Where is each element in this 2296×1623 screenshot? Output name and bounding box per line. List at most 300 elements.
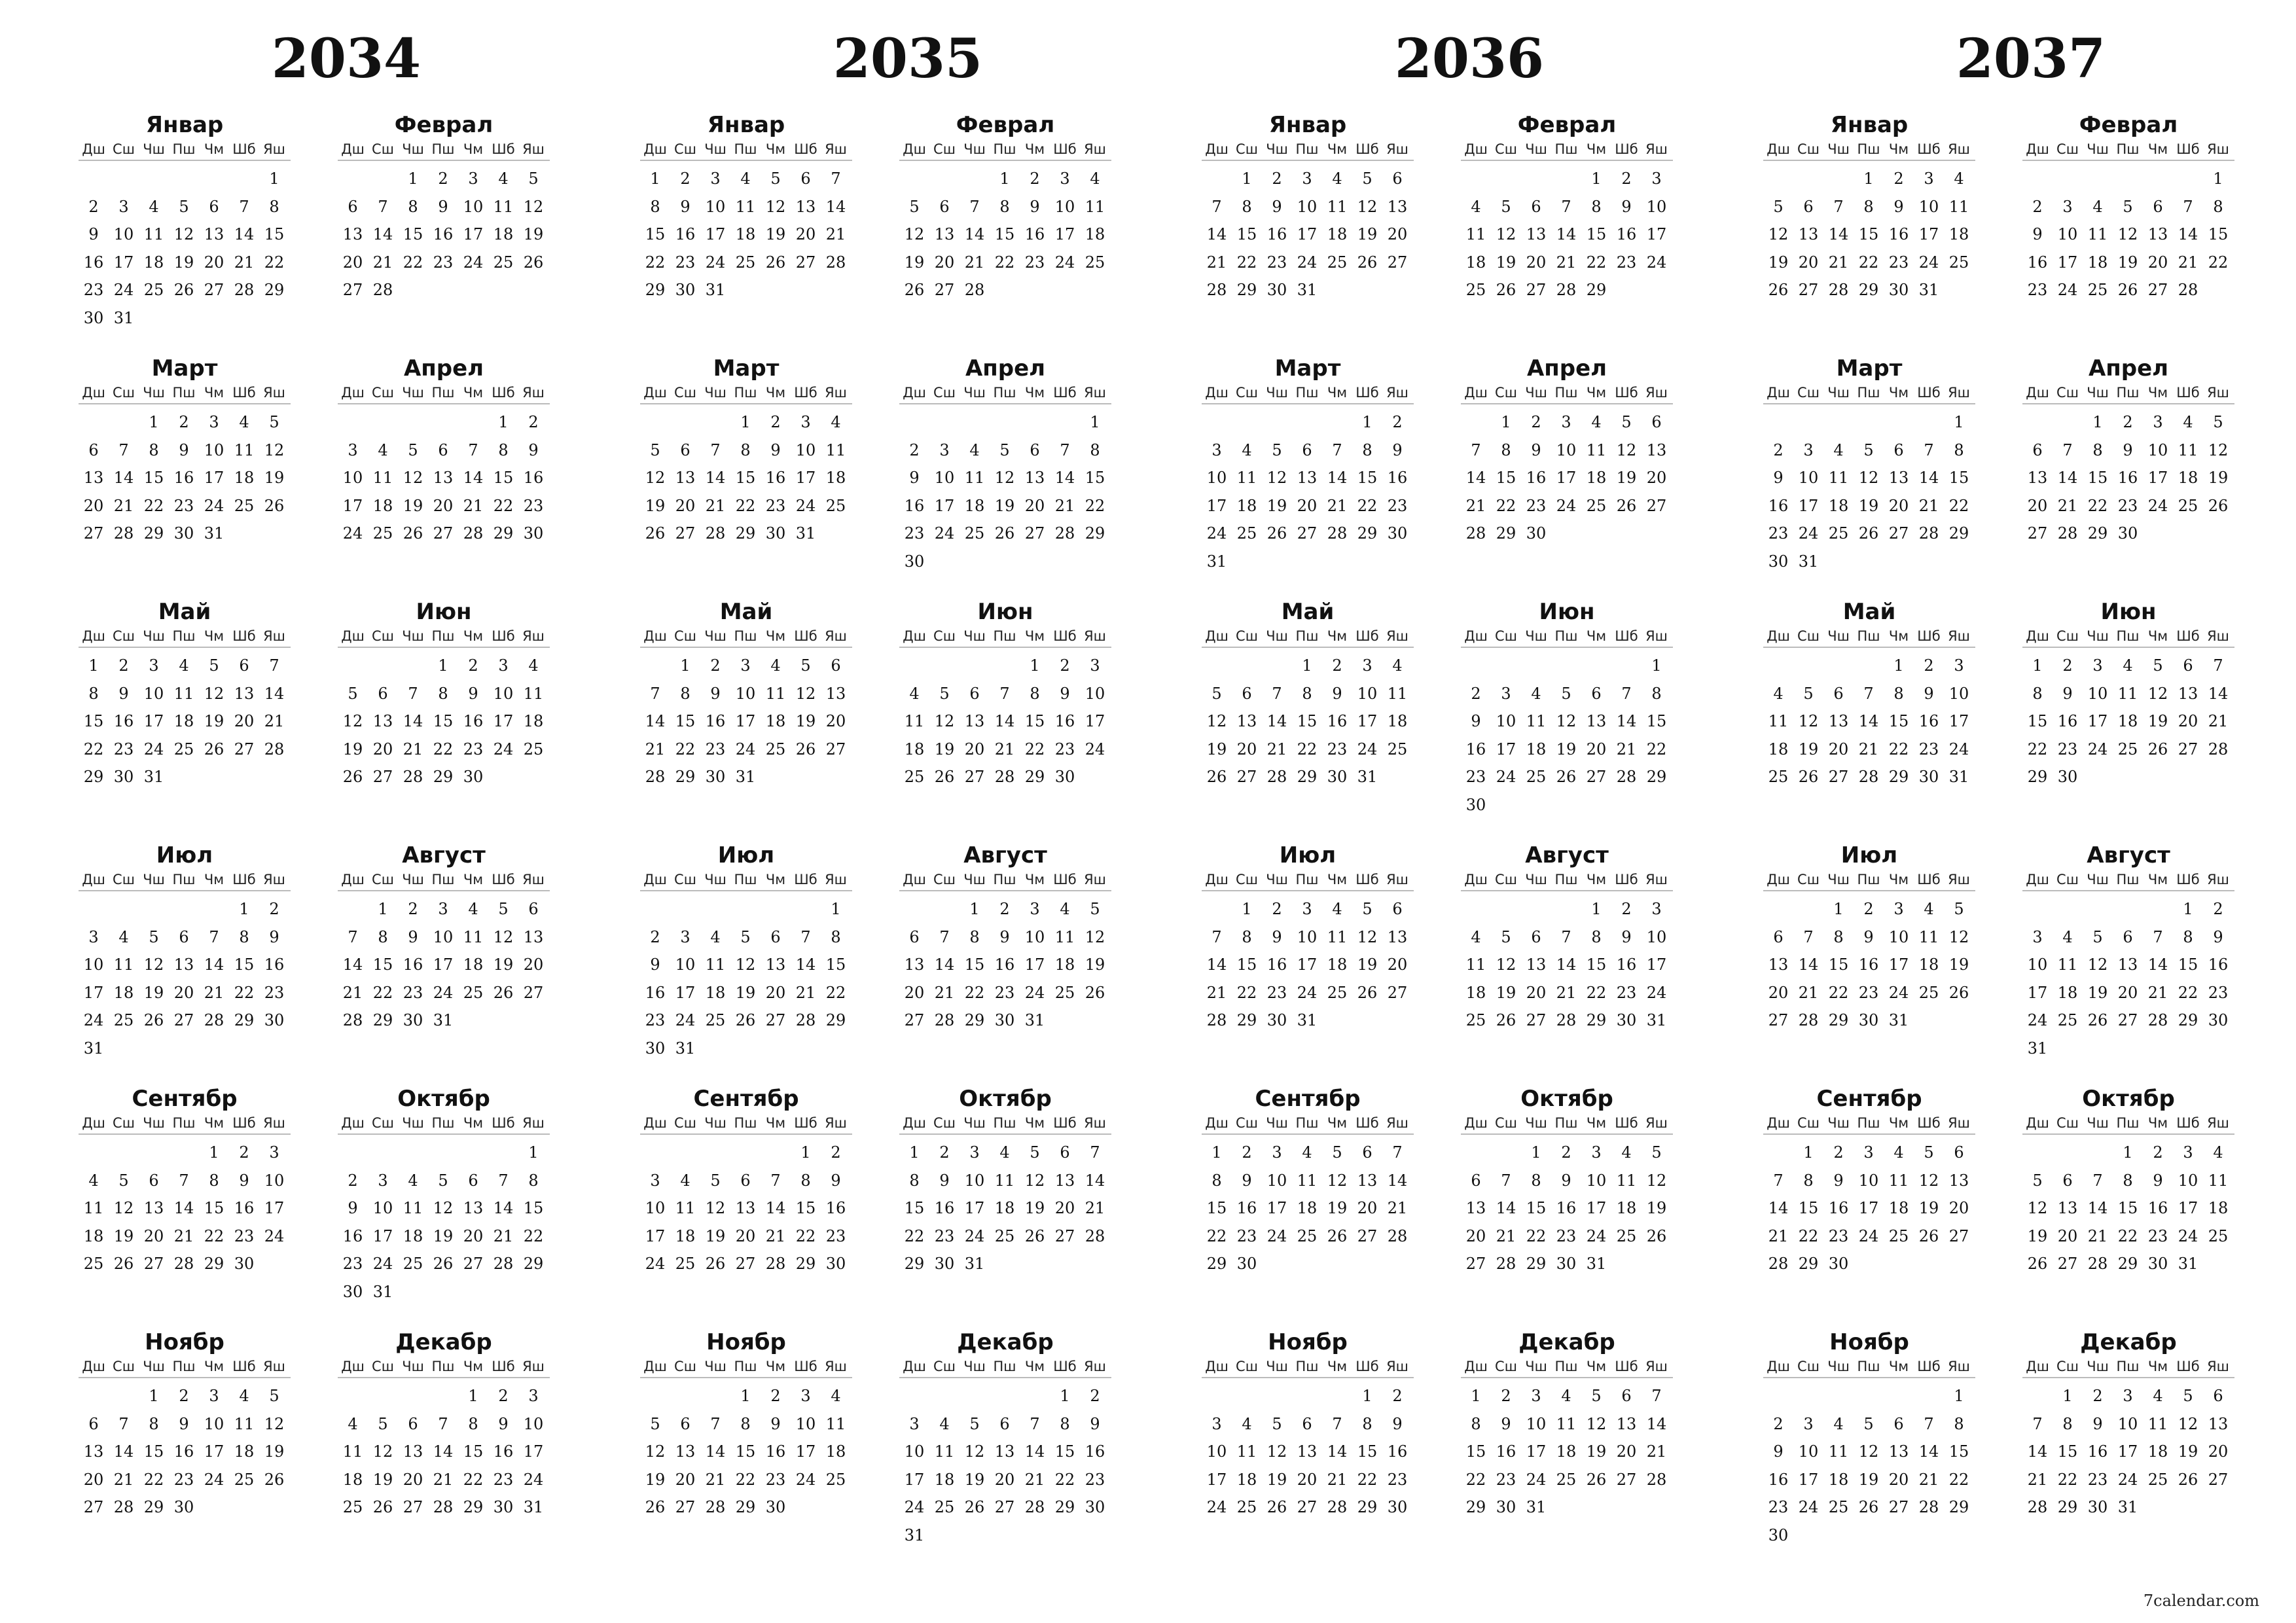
day-cell: 12: [342, 712, 363, 730]
day-cell: 13: [675, 1442, 696, 1461]
empty-cell: [1823, 408, 1854, 437]
weekday-label: Шб: [1917, 628, 1941, 644]
day-cell: 16: [2147, 1199, 2168, 1217]
day-cell: 23: [2057, 740, 2078, 758]
day-cell: 24: [675, 1011, 696, 1029]
day-cell: 19: [264, 1442, 285, 1461]
day-cell: 2: [528, 413, 539, 431]
day-cell: 8: [438, 684, 448, 703]
day-cell: 12: [2178, 1414, 2198, 1433]
day-cell: 10: [433, 927, 454, 946]
day-cell: 27: [1387, 983, 1408, 1002]
empty-cell: [1262, 1382, 1292, 1410]
weekday-label: Чм: [463, 628, 484, 644]
month-calendar: [899, 111, 1111, 304]
day-cell: 22: [1828, 983, 1849, 1002]
day-cell: 19: [493, 955, 514, 974]
weekday-label: Дш: [1767, 1115, 1790, 1131]
weekday-label: Сш: [372, 141, 394, 157]
day-cell: 23: [2027, 281, 2048, 299]
empty-cell: [1292, 408, 1322, 437]
weekday-label: Яш: [522, 1359, 545, 1374]
day-cell: 16: [1387, 469, 1408, 487]
empty-cell: [670, 1139, 700, 1167]
empty-cell: [2053, 165, 2083, 193]
day-cell: 12: [1357, 197, 1378, 216]
weekday-label: Сш: [674, 141, 696, 157]
empty-cell: [1763, 1382, 1793, 1410]
days-grid: [79, 1135, 291, 1278]
day-cell: 2: [348, 1171, 358, 1190]
weekday-label: Чш: [963, 1115, 986, 1131]
day-cell: 10: [1206, 469, 1227, 487]
day-cell: 19: [2208, 469, 2229, 487]
day-cell: 11: [1465, 225, 1486, 243]
day-cell: 6: [1471, 1171, 1481, 1190]
day-cell: 12: [2087, 955, 2108, 974]
weekday-label: Чм: [765, 385, 786, 401]
day-cell: 19: [2147, 712, 2168, 730]
day-cell: 19: [1266, 496, 1287, 515]
weekday-label: Дш: [903, 1115, 926, 1131]
weekday-label: Дш: [643, 141, 667, 157]
weekday-label: Шб: [794, 1359, 817, 1374]
weekday-label: Чш: [1525, 628, 1547, 644]
day-cell: 24: [1206, 524, 1227, 543]
day-cell: 17: [2117, 1442, 2138, 1461]
weekday-label: Чм: [204, 1359, 224, 1374]
day-cell: 29: [83, 768, 104, 786]
day-cell: 10: [1357, 684, 1378, 703]
weekday-label: Пш: [1857, 1359, 1880, 1374]
day-cell: 17: [433, 955, 454, 974]
day-cell: 29: [1586, 1011, 1607, 1029]
day-cell: 25: [1054, 983, 1075, 1002]
day-cell: 15: [964, 955, 985, 974]
day-cell: 22: [143, 496, 164, 515]
day-cell: 7: [118, 1414, 129, 1433]
day-cell: 2: [498, 1387, 509, 1405]
day-cell: 26: [705, 1255, 726, 1273]
day-cell: 8: [1302, 684, 1312, 703]
weekday-label: Сш: [1797, 141, 1820, 157]
year-title: 2037: [1956, 27, 2106, 90]
weekday-label: Сш: [113, 1359, 135, 1374]
day-cell: 7: [378, 197, 388, 216]
day-cell: 12: [645, 1442, 666, 1461]
day-cell: 16: [1616, 955, 1637, 974]
weekday-label: Дш: [1464, 1359, 1488, 1374]
month-title: Январ: [145, 112, 224, 138]
day-cell: 15: [645, 225, 666, 243]
day-cell: 22: [994, 253, 1015, 272]
day-cell: 18: [1888, 1199, 1909, 1217]
day-cell: 3: [1030, 900, 1040, 918]
month-calendar: [2022, 355, 2234, 548]
day-cell: 8: [1211, 1171, 1222, 1190]
day-cell: 23: [1616, 253, 1637, 272]
weekday-label: Чм: [2147, 628, 2168, 644]
empty-cell: [1884, 1382, 1914, 1410]
day-cell: 25: [1297, 1226, 1318, 1245]
weekday-label: Яш: [1386, 385, 1408, 401]
day-cell: 8: [2183, 927, 2193, 946]
day-cell: 23: [705, 740, 726, 758]
day-cell: 27: [463, 1255, 484, 1273]
weekday-label: Сш: [2056, 872, 2079, 887]
day-cell: 9: [269, 927, 279, 946]
day-cell: 9: [710, 684, 721, 703]
weekday-header: [640, 139, 852, 161]
days-grid: [1763, 404, 1975, 575]
day-cell: 22: [204, 1226, 224, 1245]
day-cell: 20: [1387, 225, 1408, 243]
day-cell: 20: [463, 1226, 484, 1245]
weekday-label: Дш: [903, 385, 926, 401]
day-cell: 27: [2178, 740, 2198, 758]
day-cell: 17: [1888, 955, 1909, 974]
day-cell: 16: [113, 712, 134, 730]
day-cell: 22: [2087, 496, 2108, 515]
day-cell: 4: [1242, 440, 1252, 459]
weekday-label: Шб: [232, 872, 256, 887]
days-grid: [79, 404, 291, 548]
day-cell: 11: [1085, 197, 1105, 216]
day-cell: 17: [2178, 1199, 2198, 1217]
day-cell: 27: [1888, 1498, 1909, 1516]
day-cell: 19: [1858, 1470, 1879, 1489]
day-cell: 3: [800, 1387, 811, 1405]
weekday-label: Чм: [1024, 141, 1045, 157]
month-title: Июн: [977, 599, 1033, 625]
day-cell: 13: [1616, 1414, 1637, 1433]
weekday-label: Дш: [903, 141, 926, 157]
day-cell: 28: [1054, 524, 1075, 543]
month-calendar: [640, 1329, 852, 1522]
day-cell: 7: [710, 440, 721, 459]
day-cell: 1: [438, 656, 448, 675]
day-cell: 15: [1526, 1199, 1547, 1217]
day-cell: 25: [143, 281, 164, 299]
day-cell: 5: [2153, 656, 2163, 675]
day-cell: 16: [2208, 955, 2229, 974]
day-cell: 16: [173, 469, 194, 487]
days-grid: [640, 648, 852, 791]
day-cell: 14: [1858, 712, 1879, 730]
day-cell: 13: [372, 712, 393, 730]
day-cell: 8: [1242, 927, 1252, 946]
day-cell: 24: [1646, 253, 1667, 272]
day-cell: 5: [348, 684, 358, 703]
day-cell: 20: [1297, 496, 1318, 515]
day-cell: 30: [2117, 524, 2138, 543]
day-cell: 4: [1302, 1143, 1312, 1162]
day-cell: 14: [493, 1199, 514, 1217]
day-cell: 4: [1893, 1143, 1904, 1162]
weekday-label: Яш: [1084, 141, 1106, 157]
weekday-label: Пш: [172, 141, 196, 157]
day-cell: 29: [463, 1498, 484, 1516]
day-cell: 27: [964, 768, 985, 786]
day-cell: 22: [372, 983, 393, 1002]
day-cell: 28: [1206, 281, 1227, 299]
day-cell: 3: [1211, 1414, 1222, 1433]
weekday-label: Чм: [1586, 141, 1607, 157]
day-cell: 6: [528, 900, 539, 918]
weekday-label: Шб: [232, 141, 256, 157]
day-cell: 20: [1526, 253, 1547, 272]
weekday-label: Яш: [1084, 385, 1106, 401]
day-cell: 18: [342, 1470, 363, 1489]
day-cell: 21: [2147, 983, 2168, 1002]
day-cell: 21: [372, 253, 393, 272]
day-cell: 4: [2183, 413, 2193, 431]
weekday-label: Чм: [2147, 1115, 2168, 1131]
weekday-label: Чм: [1327, 1115, 1348, 1131]
day-cell: 19: [1948, 955, 1969, 974]
weekday-label: Яш: [1948, 628, 1970, 644]
day-cell: 23: [83, 281, 104, 299]
weekday-label: Яш: [825, 628, 847, 644]
day-cell: 14: [234, 225, 255, 243]
day-cell: 9: [1272, 927, 1282, 946]
day-cell: 11: [1297, 1171, 1318, 1190]
weekday-label: Чш: [143, 872, 165, 887]
day-cell: 21: [765, 1226, 786, 1245]
day-cell: 17: [795, 1442, 816, 1461]
month-calendar: [2022, 1329, 2234, 1522]
weekday-label: Шб: [1355, 628, 1379, 644]
day-cell: 29: [735, 524, 756, 543]
day-cell: 5: [408, 440, 418, 459]
day-cell: 17: [645, 1226, 666, 1245]
day-cell: 16: [994, 955, 1015, 974]
day-cell: 22: [825, 983, 846, 1002]
day-cell: 21: [994, 740, 1015, 758]
day-cell: 2: [468, 656, 478, 675]
empty-cell: [428, 408, 458, 437]
day-cell: 28: [2087, 1255, 2108, 1273]
day-cell: 29: [735, 1498, 756, 1516]
day-cell: 10: [1496, 712, 1516, 730]
day-cell: 2: [1863, 900, 1874, 918]
day-cell: 26: [1266, 1498, 1287, 1516]
day-cell: 7: [1332, 1414, 1342, 1433]
day-cell: 9: [831, 1171, 841, 1190]
day-cell: 11: [1918, 927, 1939, 946]
day-cell: 29: [1858, 281, 1879, 299]
weekday-label: Чш: [2087, 1359, 2109, 1374]
day-cell: 10: [645, 1199, 666, 1217]
day-cell: 2: [1833, 1143, 1844, 1162]
weekday-label: Яш: [1645, 141, 1668, 157]
weekday-label: Дш: [1205, 1115, 1229, 1131]
day-cell: 19: [735, 983, 756, 1002]
weekday-label: Дш: [1205, 141, 1229, 157]
day-cell: 10: [1948, 684, 1969, 703]
day-cell: 15: [1054, 1442, 1075, 1461]
day-cell: 29: [204, 1255, 224, 1273]
day-cell: 9: [179, 1414, 189, 1433]
empty-cell: [398, 408, 428, 437]
day-cell: 28: [1327, 1498, 1348, 1516]
day-cell: 11: [173, 684, 194, 703]
month-calendar: [640, 111, 852, 304]
day-cell: 16: [675, 225, 696, 243]
day-cell: 23: [934, 1226, 955, 1245]
day-cell: 6: [468, 1171, 478, 1190]
weekday-label: Пш: [172, 1359, 196, 1374]
day-cell: 24: [2057, 281, 2078, 299]
days-grid: [899, 1135, 1111, 1278]
day-cell: 6: [1242, 684, 1252, 703]
day-cell: 18: [705, 983, 726, 1002]
day-cell: 27: [1948, 1226, 1969, 1245]
month-calendar: [79, 1329, 291, 1522]
day-cell: 11: [493, 197, 514, 216]
day-cell: 6: [740, 1171, 751, 1190]
day-cell: 31: [1297, 281, 1318, 299]
day-cell: 11: [234, 440, 255, 459]
day-cell: 25: [1387, 740, 1408, 758]
empty-cell: [338, 1382, 368, 1410]
day-cell: 24: [1206, 1498, 1227, 1516]
weekday-label: Чш: [143, 385, 165, 401]
weekday-header: [899, 626, 1111, 648]
day-cell: 15: [1496, 469, 1516, 487]
day-cell: 6: [149, 1171, 159, 1190]
day-cell: 10: [1646, 927, 1667, 946]
day-cell: 19: [372, 1470, 393, 1489]
day-cell: 17: [204, 1442, 224, 1461]
day-cell: 27: [433, 524, 454, 543]
days-grid: [2022, 1378, 2234, 1522]
day-cell: 25: [2147, 1470, 2168, 1489]
weekday-label: Яш: [263, 141, 285, 157]
day-cell: 7: [1211, 927, 1222, 946]
day-cell: 1: [209, 1143, 219, 1162]
day-cell: 23: [1768, 1498, 1789, 1516]
day-cell: 27: [2057, 1255, 2078, 1273]
days-grid: [640, 1135, 852, 1278]
day-cell: 31: [904, 1525, 925, 1544]
day-cell: 30: [2208, 1011, 2229, 1029]
day-cell: 7: [650, 684, 660, 703]
day-cell: 11: [964, 469, 985, 487]
day-cell: 14: [1616, 712, 1637, 730]
day-cell: 4: [680, 1171, 691, 1190]
day-cell: 4: [118, 927, 129, 946]
day-cell: 22: [1357, 496, 1378, 515]
day-cell: 27: [1236, 768, 1257, 786]
weekday-label: Сш: [1797, 385, 1820, 401]
day-cell: 19: [904, 253, 925, 272]
day-cell: 19: [645, 496, 666, 515]
empty-cell: [730, 1139, 761, 1167]
day-cell: 4: [1591, 413, 1602, 431]
month-calendar: [79, 1085, 291, 1278]
day-cell: 13: [234, 684, 255, 703]
day-cell: 12: [1266, 1442, 1287, 1461]
day-cell: 3: [680, 927, 691, 946]
day-cell: 6: [800, 169, 811, 188]
day-cell: 22: [1586, 253, 1607, 272]
empty-cell: [1763, 652, 1793, 680]
empty-cell: [960, 1382, 990, 1410]
day-cell: 12: [795, 684, 816, 703]
weekday-label: Пш: [1554, 872, 1578, 887]
day-cell: 29: [1024, 768, 1045, 786]
weekday-label: Сш: [1797, 1359, 1820, 1374]
day-cell: 5: [1651, 1143, 1662, 1162]
day-cell: 15: [795, 1199, 816, 1217]
day-cell: 28: [493, 1255, 514, 1273]
day-cell: 14: [994, 712, 1015, 730]
day-cell: 11: [1556, 1414, 1577, 1433]
day-cell: 25: [1465, 1011, 1486, 1029]
day-cell: 15: [1085, 469, 1105, 487]
empty-cell: [79, 1382, 109, 1410]
day-cell: 5: [1954, 900, 1964, 918]
weekday-label: Дш: [2026, 1359, 2049, 1374]
day-cell: 21: [825, 225, 846, 243]
weekday-label: Пш: [2116, 385, 2140, 401]
day-cell: 15: [1586, 955, 1607, 974]
day-cell: 23: [1768, 524, 1789, 543]
day-cell: 19: [2087, 983, 2108, 1002]
day-cell: 11: [1828, 469, 1849, 487]
day-cell: 18: [675, 1226, 696, 1245]
weekday-label: Дш: [82, 1359, 105, 1374]
weekday-label: Пш: [1295, 872, 1319, 887]
day-cell: 30: [403, 1011, 423, 1029]
empty-cell: [1823, 652, 1854, 680]
weekday-label: Пш: [1857, 385, 1880, 401]
day-cell: 5: [650, 440, 660, 459]
day-cell: 16: [1496, 1442, 1516, 1461]
day-cell: 18: [735, 225, 756, 243]
day-cell: 30: [1828, 1255, 1849, 1273]
day-cell: 14: [173, 1199, 194, 1217]
day-cell: 18: [825, 469, 846, 487]
month-calendar: [1461, 1329, 1673, 1522]
weekday-label: Сш: [372, 628, 394, 644]
month-title: Сентябр: [132, 1086, 238, 1112]
day-cell: 27: [342, 281, 363, 299]
day-cell: 6: [2032, 440, 2043, 459]
empty-cell: [1611, 652, 1641, 680]
empty-cell: [458, 1139, 488, 1167]
day-cell: 7: [800, 927, 811, 946]
days-grid: [1763, 891, 1975, 1035]
day-cell: 3: [209, 1387, 219, 1405]
day-cell: 18: [1465, 253, 1486, 272]
day-cell: 15: [1024, 712, 1045, 730]
day-cell: 27: [83, 1498, 104, 1516]
day-cell: 24: [645, 1255, 666, 1273]
day-cell: 12: [964, 1442, 985, 1461]
day-cell: 11: [705, 955, 726, 974]
day-cell: 6: [770, 927, 781, 946]
weekday-label: Чм: [1327, 141, 1348, 157]
day-cell: 29: [1798, 1255, 1819, 1273]
day-cell: 18: [83, 1226, 104, 1245]
empty-cell: [1232, 1382, 1262, 1410]
day-cell: 14: [1387, 1171, 1408, 1190]
day-cell: 7: [408, 684, 418, 703]
day-cell: 1: [1362, 1387, 1372, 1405]
day-cell: 19: [433, 1226, 454, 1245]
